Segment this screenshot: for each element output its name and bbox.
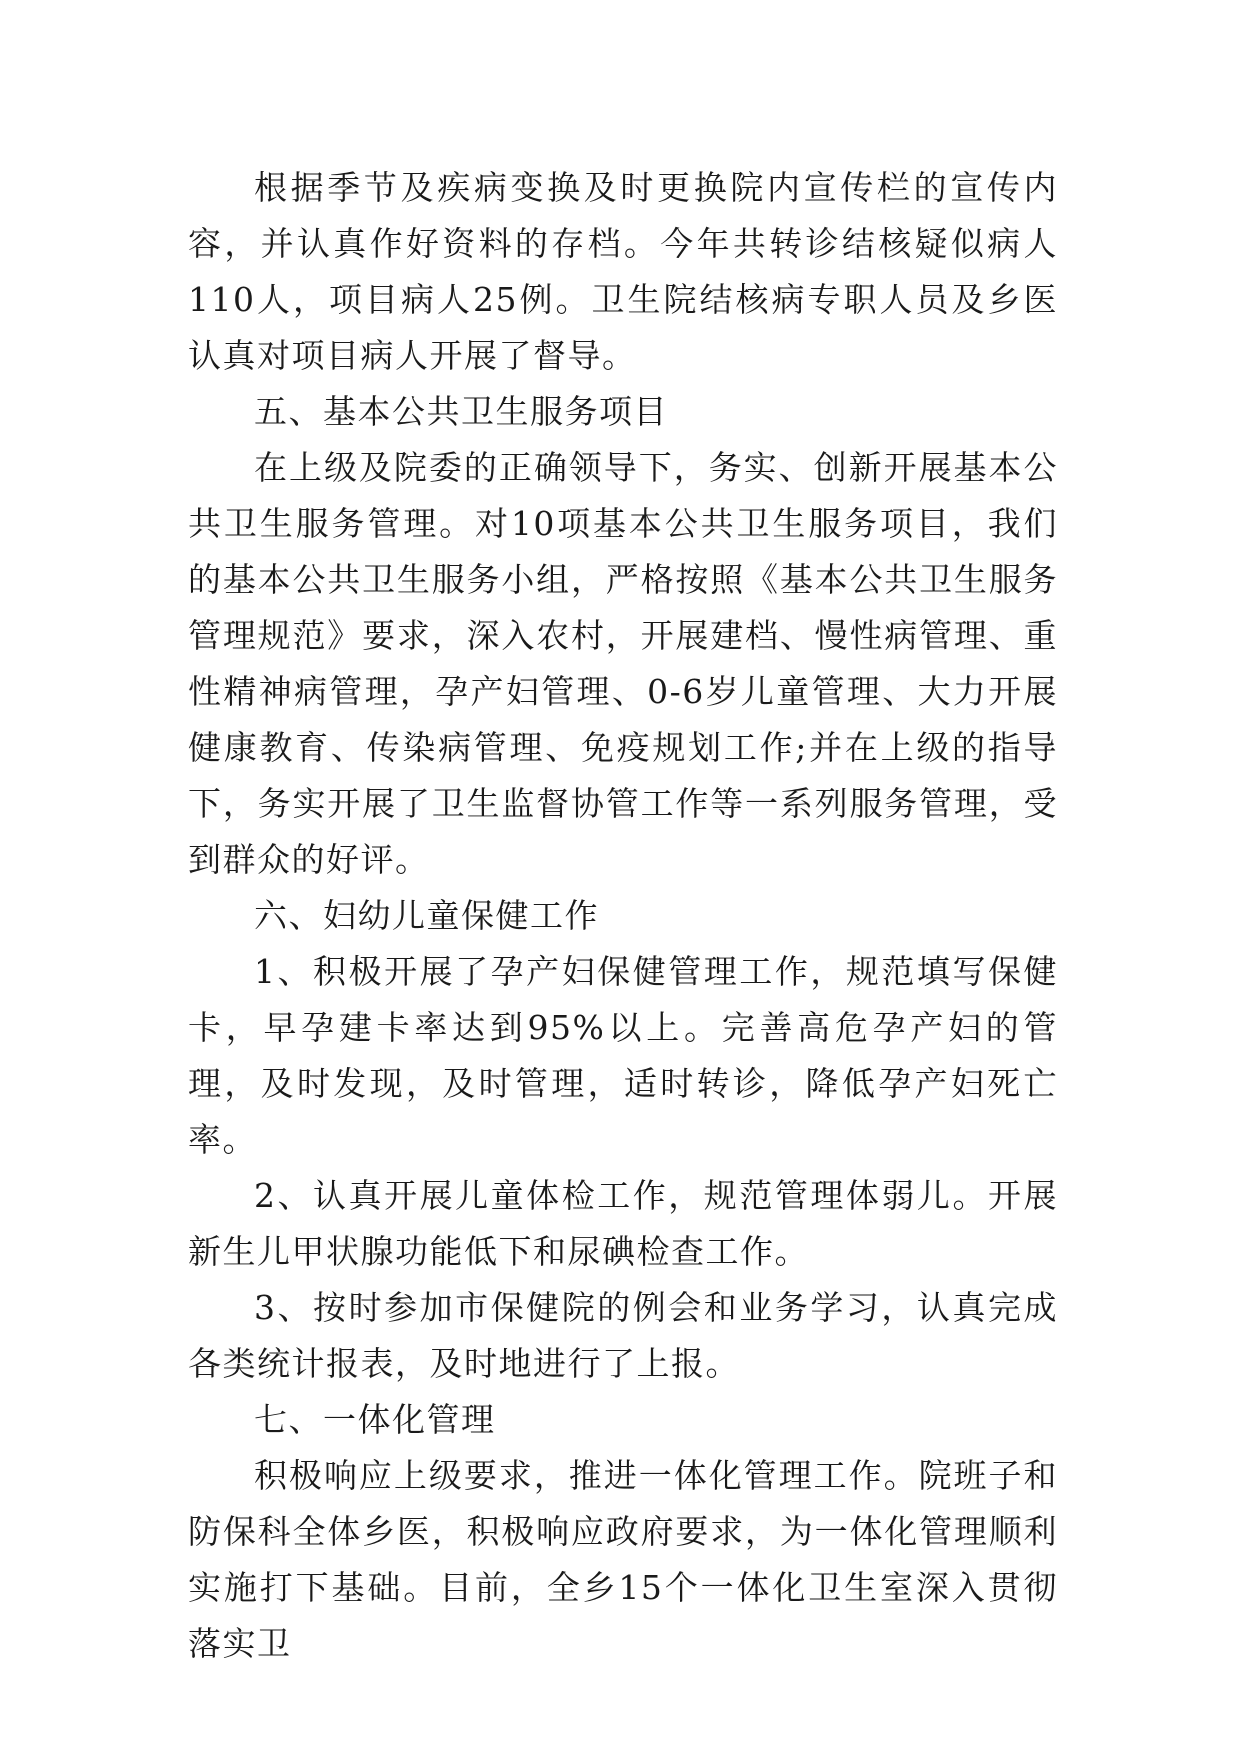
section-heading-integration: 七、一体化管理 [254,1400,496,1439]
paragraph-integration: 积极响应上级要求，推进一体化管理工作。院班子和防保科全体乡医，积极响应政府要求，为一体化管理顺利实施打下基础。目前，全乡15个一体化卫生室深入贯彻落实卫 [188,1456,1058,1663]
section-heading-public-health: 五、基本公共卫生服务项目 [254,392,668,431]
paragraph-maternal-care: 1、积极开展了孕产妇保健管理工作，规范填写保健卡，早孕建卡率达到95%以上。完善高危孕产妇的管理，及时发现，及时管理，适时转诊，降低孕产妇死亡率。 [188,952,1058,1159]
paragraph-child-checkups: 2、认真开展儿童体检工作，规范管理体弱儿。开展新生儿甲状腺功能低下和尿碘检查工作。 [188,1176,1058,1271]
document-body [188,160,1058,1672]
paragraph-tb-referrals: 根据季节及疾病变换及时更换院内宣传栏的宣传内容，并认真作好资料的存档。今年共转诊结核疑似病人110人，项目病人25例。卫生院结核病专职人员及乡医认真对项目病人开展了督导。 [188,168,1058,375]
paragraph-reporting: 3、按时参加市保健院的例会和业务学习，认真完成各类统计报表，及时地进行了上报。 [188,1288,1058,1383]
paragraph-public-health-services: 在上级及院委的正确领导下，务实、创新开展基本公共卫生服务管理。对10项基本公共卫生服务项目，我们的基本公共卫生服务小组，严格按照《基本公共卫生服务管理规范》要求，深入农村，开展建档、慢性病管理、重性精神病管理，孕产妇管理、0-6岁儿童管理、大力开展健康教育、传染病管理、免疫规划工作;并在上级的指导下，务实开展了卫生监督协管工作等一系列服务管理，受到群众的好评。 [188,448,1058,879]
section-heading-maternal-child: 六、妇幼儿童保健工作 [254,896,599,935]
